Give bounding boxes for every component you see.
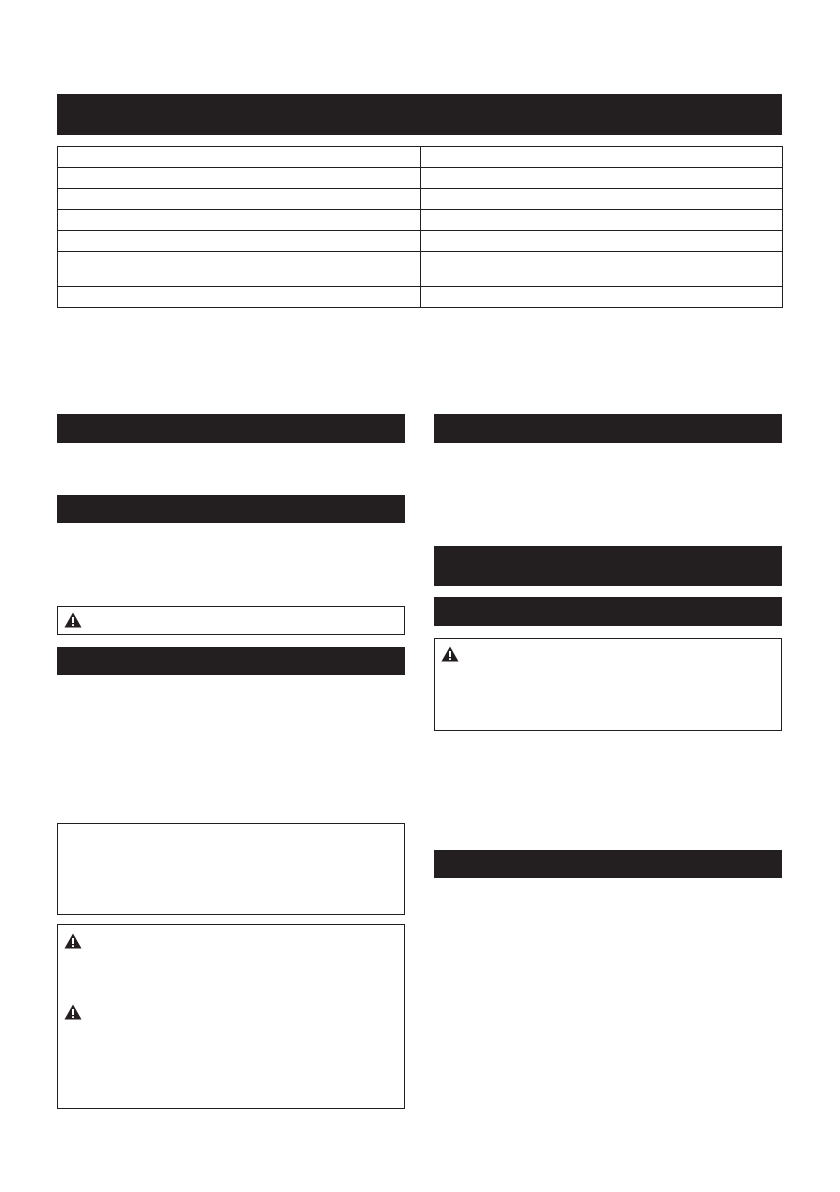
warning-triangle-icon xyxy=(64,612,82,628)
table-cell xyxy=(421,168,783,189)
table-row xyxy=(58,287,783,308)
table-row xyxy=(58,189,783,210)
table-cell xyxy=(58,210,421,231)
warning-triangle-icon xyxy=(64,1004,82,1020)
note-box xyxy=(57,823,405,915)
table-cell xyxy=(421,287,783,308)
warning-label-box xyxy=(57,606,405,635)
table-cell xyxy=(421,189,783,210)
warning-triangle-icon xyxy=(64,933,82,949)
table-cell xyxy=(421,210,783,231)
left-section-bar-3 xyxy=(57,647,405,675)
right-section-bar-1 xyxy=(434,414,782,443)
table-cell xyxy=(58,147,421,168)
table-cell xyxy=(58,231,421,252)
table-row xyxy=(58,231,783,252)
table-cell xyxy=(58,189,421,210)
warning-triangle-icon xyxy=(441,646,459,662)
left-section-bar-1 xyxy=(57,414,405,443)
table-cell xyxy=(58,252,421,287)
main-heading-bar xyxy=(57,94,782,135)
table-cell xyxy=(421,147,783,168)
table-row xyxy=(58,147,783,168)
table-cell xyxy=(421,252,783,287)
table-row xyxy=(58,252,783,287)
warning-box-double xyxy=(57,924,405,1109)
right-section-bar-3 xyxy=(434,850,782,878)
warning-box xyxy=(434,638,782,731)
right-section-bar-2 xyxy=(434,597,782,626)
right-heading-bar xyxy=(434,546,782,586)
table-cell xyxy=(421,231,783,252)
table-cell xyxy=(58,168,421,189)
specification-table xyxy=(57,146,783,308)
table-row xyxy=(58,210,783,231)
table-row xyxy=(58,168,783,189)
table-cell xyxy=(58,287,421,308)
left-section-bar-2 xyxy=(57,495,405,523)
